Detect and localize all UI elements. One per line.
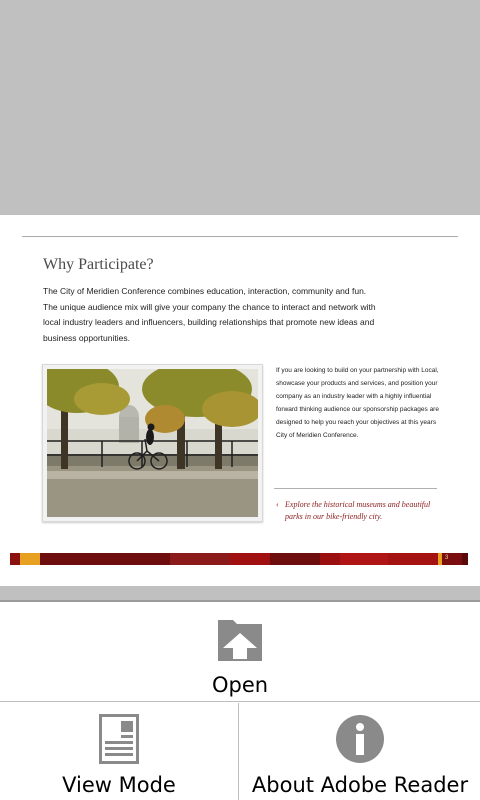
color-strip-segment — [230, 553, 270, 565]
folder-open-icon — [215, 613, 265, 663]
color-strip-segment — [20, 553, 40, 565]
view-mode-menu-item[interactable] — [0, 703, 239, 800]
sponsorship-paragraph: If you are looking to build on your partnership with Local, showcase your products and services, and position your company as an industry leader with a highly influential forward thinking audience our sponsorship packages are designed to help you reach your objectives at this years City of Meridien Conference. — [276, 367, 439, 439]
park-photo — [42, 364, 263, 522]
color-strip-segment — [270, 553, 320, 565]
page-heading: Why Participate? — [43, 256, 154, 273]
empty-viewer-area — [0, 0, 480, 215]
about-label: About Adobe Reader — [251, 773, 469, 797]
pdf-page[interactable] — [0, 215, 480, 586]
page-divider — [22, 236, 458, 237]
caption-divider — [274, 488, 437, 489]
color-strip-segment — [340, 553, 388, 565]
page-number: 3 — [445, 555, 449, 561]
options-menu — [0, 600, 480, 800]
about-menu-item[interactable] — [240, 703, 480, 800]
color-strip-segment — [40, 553, 170, 565]
view-mode-label: View Mode — [62, 773, 176, 797]
open-menu-item[interactable] — [0, 602, 480, 702]
color-strip-segment — [10, 553, 20, 565]
color-strip-segment — [170, 553, 230, 565]
color-strip-segment — [320, 553, 340, 565]
photo-caption: Explore the historical museums and beautiful parks in our bike-friendly city. — [285, 500, 431, 521]
color-strip-segment — [388, 553, 438, 565]
caption-arrow-icon: ‹ — [276, 500, 279, 509]
intro-paragraph: The City of Meridien Conference combines education, interaction, community and fun. The unique audience mix will give your company the chance to interact and network with local industry leaders and influencers, building relationships that promote new ideas and business opportunities. — [43, 286, 376, 343]
cyclist-in-park-image — [47, 369, 258, 517]
view-mode-icon — [99, 714, 139, 764]
color-strip-segment — [462, 553, 468, 565]
info-icon — [335, 714, 385, 764]
footer-color-strip — [10, 553, 468, 565]
open-label: Open — [211, 673, 269, 697]
